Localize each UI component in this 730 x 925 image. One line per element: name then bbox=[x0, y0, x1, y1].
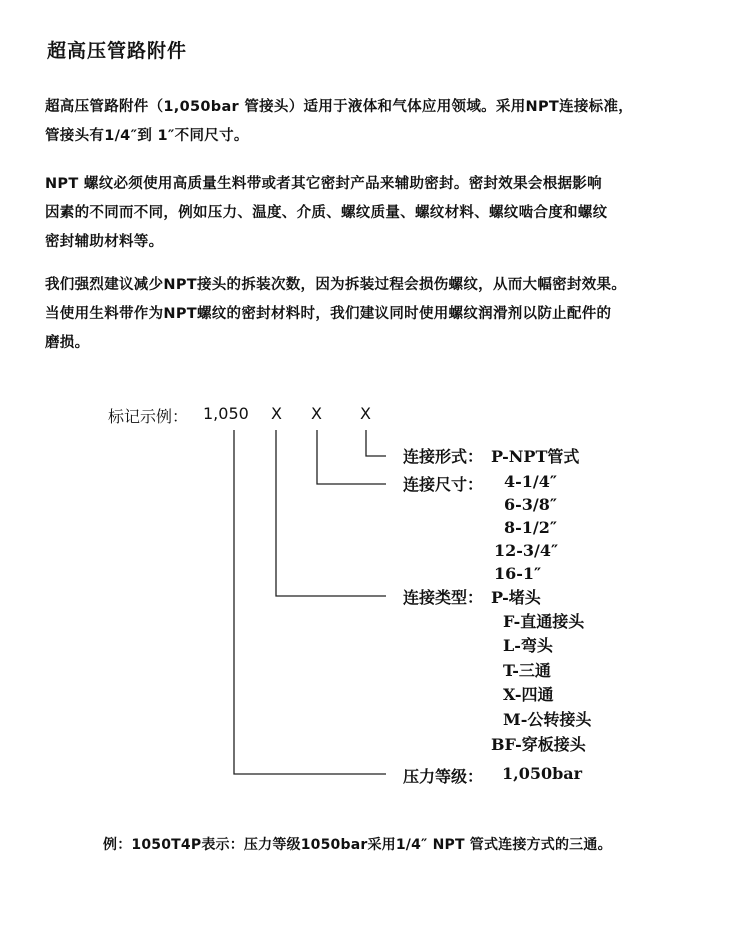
paragraph-line: 因素的不同而不同，例如压力、温度、介质、螺纹质量、螺纹材料、螺纹啮合度和螺纹 bbox=[45, 205, 608, 221]
group-label-type: 连接类型： bbox=[403, 588, 484, 607]
option-type: BF-穿板接头 bbox=[491, 735, 586, 754]
option-size: 8-1/2″ bbox=[504, 518, 558, 537]
paragraph-line: 管接头有1/4″到 1″不同尺寸。 bbox=[45, 128, 249, 144]
option-size: 6-3/8″ bbox=[504, 495, 558, 514]
option-type: M-公转接头 bbox=[503, 710, 592, 729]
option-form: P-NPT管式 bbox=[491, 447, 580, 466]
option-size: 12-3/4″ bbox=[494, 541, 559, 560]
paragraph-line: 当使用生料带作为NPT螺纹的密封材料时，我们建议同时使用螺纹润滑剂以防止配件的 bbox=[45, 306, 612, 322]
option-type: P-堵头 bbox=[491, 588, 541, 607]
option-type: F-直通接头 bbox=[503, 612, 585, 631]
option-type: L-弯头 bbox=[503, 636, 553, 655]
paragraph-line: NPT 螺纹必须使用高质量生料带或者其它密封产品来辅助密封。密封效果会根据影响 bbox=[45, 176, 602, 192]
paragraph-line: 超高压管路附件（1,050bar 管接头）适用于液体和气体应用领域。采用NPT连接标准， bbox=[45, 99, 634, 115]
option-size: 16-1″ bbox=[494, 564, 542, 583]
designation-header-code: 1,050 bbox=[203, 404, 249, 423]
paragraph-line: 磨损。 bbox=[45, 335, 90, 351]
group-label-pressure: 压力等级： bbox=[403, 767, 484, 786]
page-title: 超高压管路附件 bbox=[47, 40, 188, 62]
option-size: 4-1/4″ bbox=[504, 472, 558, 491]
paragraph-line: 密封辅助材料等。 bbox=[45, 234, 164, 250]
paragraph-line: 我们强烈建议减少NPT接头的拆装次数，因为拆装过程会损伤螺纹，从而大幅密封效果。 bbox=[45, 277, 627, 293]
group-label-size: 连接尺寸： bbox=[403, 475, 484, 494]
example-note: 例：1050T4P表示：压力等级1050bar采用1/4″ NPT 管式连接方式的三通。 bbox=[103, 837, 612, 853]
placeholder-type: X bbox=[271, 404, 282, 423]
placeholder-form: X bbox=[360, 404, 371, 423]
group-label-form: 连接形式： bbox=[403, 447, 484, 466]
option-type: T-三通 bbox=[503, 661, 551, 680]
placeholder-size: X bbox=[311, 404, 322, 423]
option-type: X-四通 bbox=[503, 685, 554, 704]
designation-header-label: 标记示例： bbox=[108, 407, 189, 426]
option-pressure: 1,050bar bbox=[502, 764, 583, 783]
